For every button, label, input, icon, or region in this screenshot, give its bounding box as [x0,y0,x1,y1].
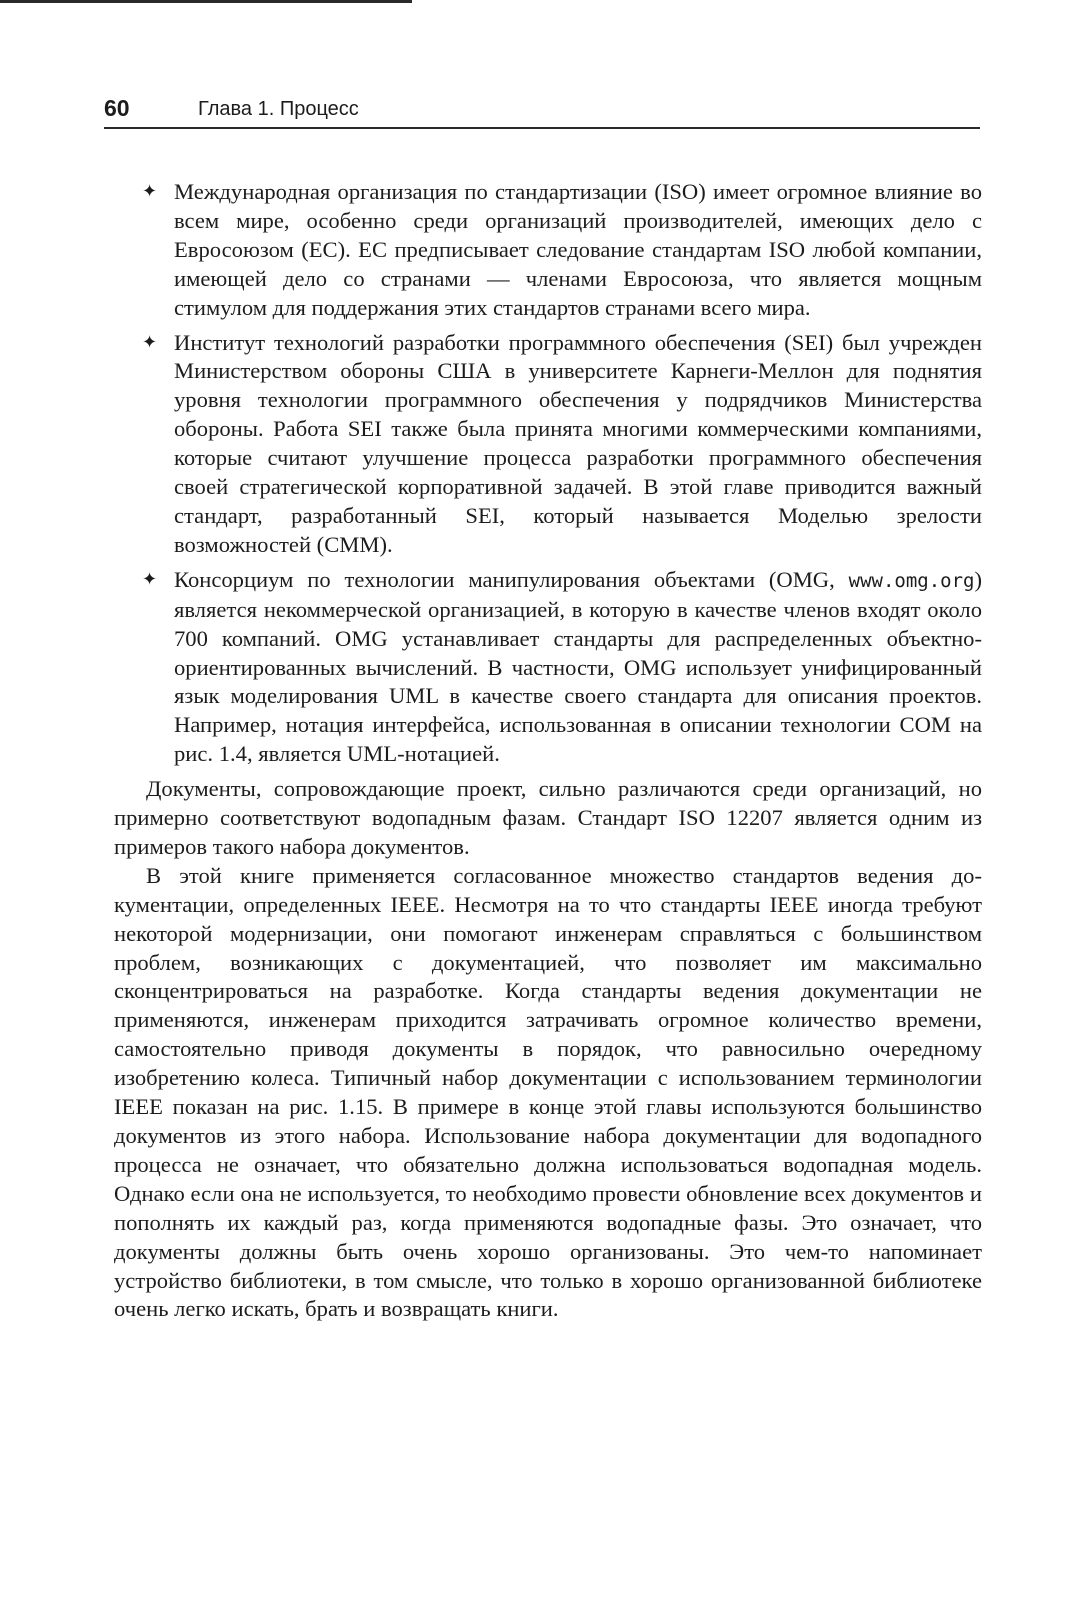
page-number: 60 [104,95,130,121]
bullet-text: Консорциум по технологии манипулирования объектами (OMG, [174,566,849,592]
bullet-text: Институт технологий разработки программного обеспечения (SEI) был учрежден Министерством обороны США в университете Карнеги-Меллон для поднятия уровня технологии программного обеспечения у подрядчиков Министерства обороны. Работа SEI также была принята многими коммерческими компаниями, которые считают улучшение процесса разработки программного обеспечения своей стратегической корпоративной задачей. В этой главе приводится важный стандарт, разработанный SEI, который называется Моделью зрелости возможностей (СММ). [174,329,982,557]
bullet-item-omg [114,566,982,769]
bullet-item-sei [114,329,982,560]
omg-url: www.omg.org [848,569,975,592]
four-point-star-bullet-icon: ✦ [142,568,158,590]
top-edge-rule [0,0,412,3]
page-body [114,178,982,1324]
page-header [104,93,980,129]
bullet-list [114,178,982,769]
paragraph-documents: Документы, сопровождающие проект, сильно различаются среди организаций, но примерно соответствуют водопадным фазам. Стандарт ISO 12207 является одним из примеров такого набора документов. [114,776,982,859]
bullet-text: ) является некоммерческой организацией, в которую в качестве членов входят около 700 компаний. OMG устанавливает стандарты для распределенных объектно-ориентированных вычислений. В частности, OMG использует унифицированный язык моделирования UML в качестве своего стандарта для описания проектов. Например, нотация интерфейса, использованная в описании технологии COM на рис. 1.4, является UML-нотацией. [174,566,982,767]
paragraph-ieee-standards: В этой книге применяется согласованное множество стандартов ведения документации, определенных IEEE. Несмотря на то что стандарты IEEE иногда требуют некоторой модернизации, они помогают инженерам справляться с большинством проблем, возникающих с документацией, что позволяет им максимально сконцентрироваться на разработке. Когда стандарты ведения документации не применяются, инженерам приходится затрачивать огромное количество времени, самостоятельно приводя документы в порядок, что равносильно очередному изобретению колеса. Типичный набор документации с использованием терминологии IEEE показан на рис. 1.15. В примере в конце этой главы используются большинство документов из этого набора. Использование набора документации для водопадного процесса не означает, что обязательно должна использоваться водопадная модель. Однако если она не используется, то необходимо провести обновление всех документов и пополнять их каждый раз, когда применяются водопадные фазы. Это означает, что документы должны быть очень хорошо организованы. Это чем-то напоминает устройство библиотеки, в том смысле, что только в хорошо организованной библиотеке очень легко искать, брать и возвращать книги. [114,862,982,1322]
bullet-text: Международная организация по стандартизации (ISO) имеет огромное влияние во всем мире, особенно среди организаций производителей, имеющих дело с Евросоюзом (ЕС). ЕС предписывает следование стандартам ISO любой компании, имеющей дело со странами — членами Евросоюза, что является мощным стимулом для поддержания этих стандартов странами всего мира. [174,179,982,320]
four-point-star-bullet-icon: ✦ [142,181,158,202]
four-point-star-bullet-icon: ✦ [142,331,158,353]
bullet-item-iso [114,178,982,323]
running-head: Глава 1. Процесс [198,98,359,120]
